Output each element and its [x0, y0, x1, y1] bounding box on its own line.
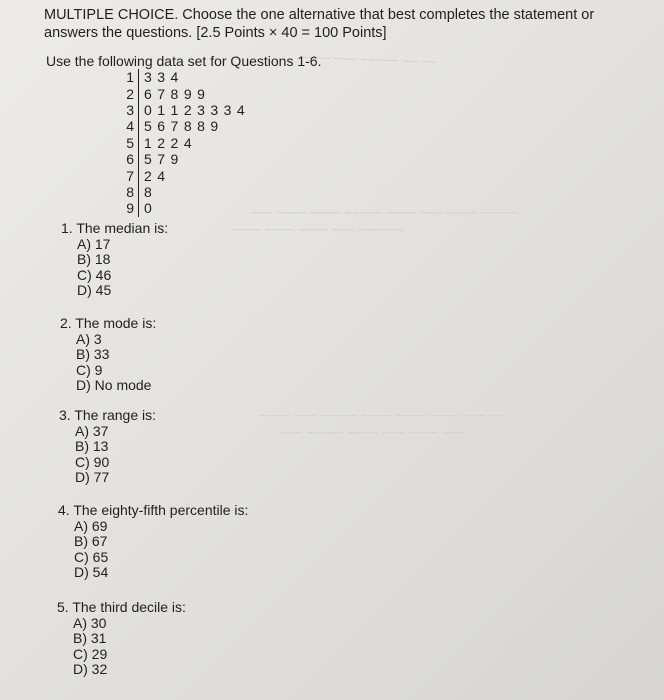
question-3 — [59, 408, 156, 486]
answer-option-d: D) 77 — [75, 469, 110, 485]
question-1 — [61, 221, 168, 299]
answer-option-c: C) 90 — [75, 453, 110, 470]
leaves: 5 6 7 8 8 9 — [139, 118, 246, 134]
answer-option-d: D) 45 — [77, 282, 112, 298]
leaves: 1 2 2 4 — [139, 135, 246, 151]
answer-option-c: C) 9 — [76, 361, 103, 378]
answer-options — [75, 424, 156, 486]
answer-option-b: B) 13 — [75, 438, 109, 454]
header-line-1: MULTIPLE CHOICE. Choose the one alternative that best completes the statement or — [44, 7, 595, 23]
stem: 7 — [126, 167, 134, 184]
answer-options — [74, 519, 248, 581]
answer-option-b: B) 67 — [74, 533, 108, 549]
stem-leaf-row — [110, 118, 245, 134]
answer-options — [77, 237, 168, 299]
answer-option-a: A) 30 — [73, 614, 107, 631]
data-set-intro: Use the following data set for Questions 1-6. — [46, 53, 322, 69]
stem-leaf-row — [110, 200, 245, 216]
answer-option-a: A) 69 — [74, 517, 108, 534]
stem-and-leaf-plot — [110, 69, 245, 217]
question-prompt: 5. The third decile is: — [57, 599, 186, 615]
show-through-text: ~~~~ ~~~~ ~~~~ ~~~ ~~~~~~ — [230, 222, 404, 237]
leaves: 0 — [139, 200, 246, 216]
show-through-text: ~~~ ~~~~ ~~~~ ~~~~~ ~~~~ ~~~ ~~~~ ~~~~~ — [250, 205, 519, 220]
leaves: 0 1 1 2 3 3 3 4 — [139, 102, 246, 118]
stem-leaf-row — [110, 167, 245, 183]
question-prompt: 3. The range is: — [59, 407, 157, 423]
stem-leaf-row — [110, 69, 245, 85]
answer-option-c: C) 46 — [77, 266, 112, 283]
answer-options — [76, 332, 156, 394]
answer-option-d: D) No mode — [76, 377, 152, 393]
leaves: 5 7 9 — [139, 151, 246, 167]
answer-option-a: A) 17 — [77, 235, 111, 252]
question-4 — [58, 503, 248, 581]
stem: 6 — [126, 151, 134, 168]
stem-leaf-row — [110, 184, 245, 200]
answer-option-c: C) 65 — [74, 548, 109, 565]
answer-option-a: A) 37 — [75, 422, 109, 439]
stem-leaf-row — [110, 151, 245, 167]
show-through-text: ~~~~ ~~~ ~~~~~ ~~~~ ~~~~ ~~~~ ~~~ ~~ — [260, 408, 506, 423]
question-2 — [60, 316, 156, 394]
instructions-header — [44, 6, 594, 42]
stem-leaf-row — [110, 135, 245, 151]
header-line-2: answers the questions. [2.5 Points × 40 = 100 Points] — [44, 25, 387, 41]
show-through-text: ~~~~ ~~~ ~~~~~ ~~ ~~ — [299, 49, 437, 70]
stem: 4 — [126, 118, 134, 135]
leaves: 8 — [139, 184, 246, 200]
leaves: 2 4 — [139, 167, 246, 183]
question-prompt: 2. The mode is: — [60, 315, 157, 331]
answer-option-a: A) 3 — [76, 330, 102, 347]
answer-option-c: C) 29 — [73, 645, 108, 662]
question-prompt: 4. The eighty-fifth percentile is: — [58, 502, 249, 518]
answer-option-d: D) 32 — [73, 661, 108, 677]
answer-option-d: D) 54 — [74, 564, 109, 580]
leaves: 6 7 8 9 9 — [139, 85, 246, 101]
stem: 2 — [126, 85, 134, 102]
leaves: 3 3 4 — [139, 69, 246, 85]
answer-option-b: B) 33 — [76, 346, 110, 362]
stem-leaf-row — [110, 102, 245, 118]
answer-option-b: B) 31 — [73, 630, 107, 646]
stem: 5 — [126, 134, 134, 151]
question-prompt: 1. The median is: — [61, 220, 169, 236]
stem: 3 — [126, 101, 134, 118]
stem: 1 — [126, 69, 134, 86]
stem-leaf-row — [110, 85, 245, 101]
stem: 9 — [126, 200, 134, 217]
answer-option-b: B) 18 — [77, 251, 111, 267]
show-through-text: ~~~ ~~~~~ ~~~~ ~~~ ~~~~ ~~~ — [280, 425, 466, 440]
answer-options — [73, 616, 186, 678]
question-5 — [57, 600, 186, 678]
stem: 8 — [126, 183, 134, 200]
